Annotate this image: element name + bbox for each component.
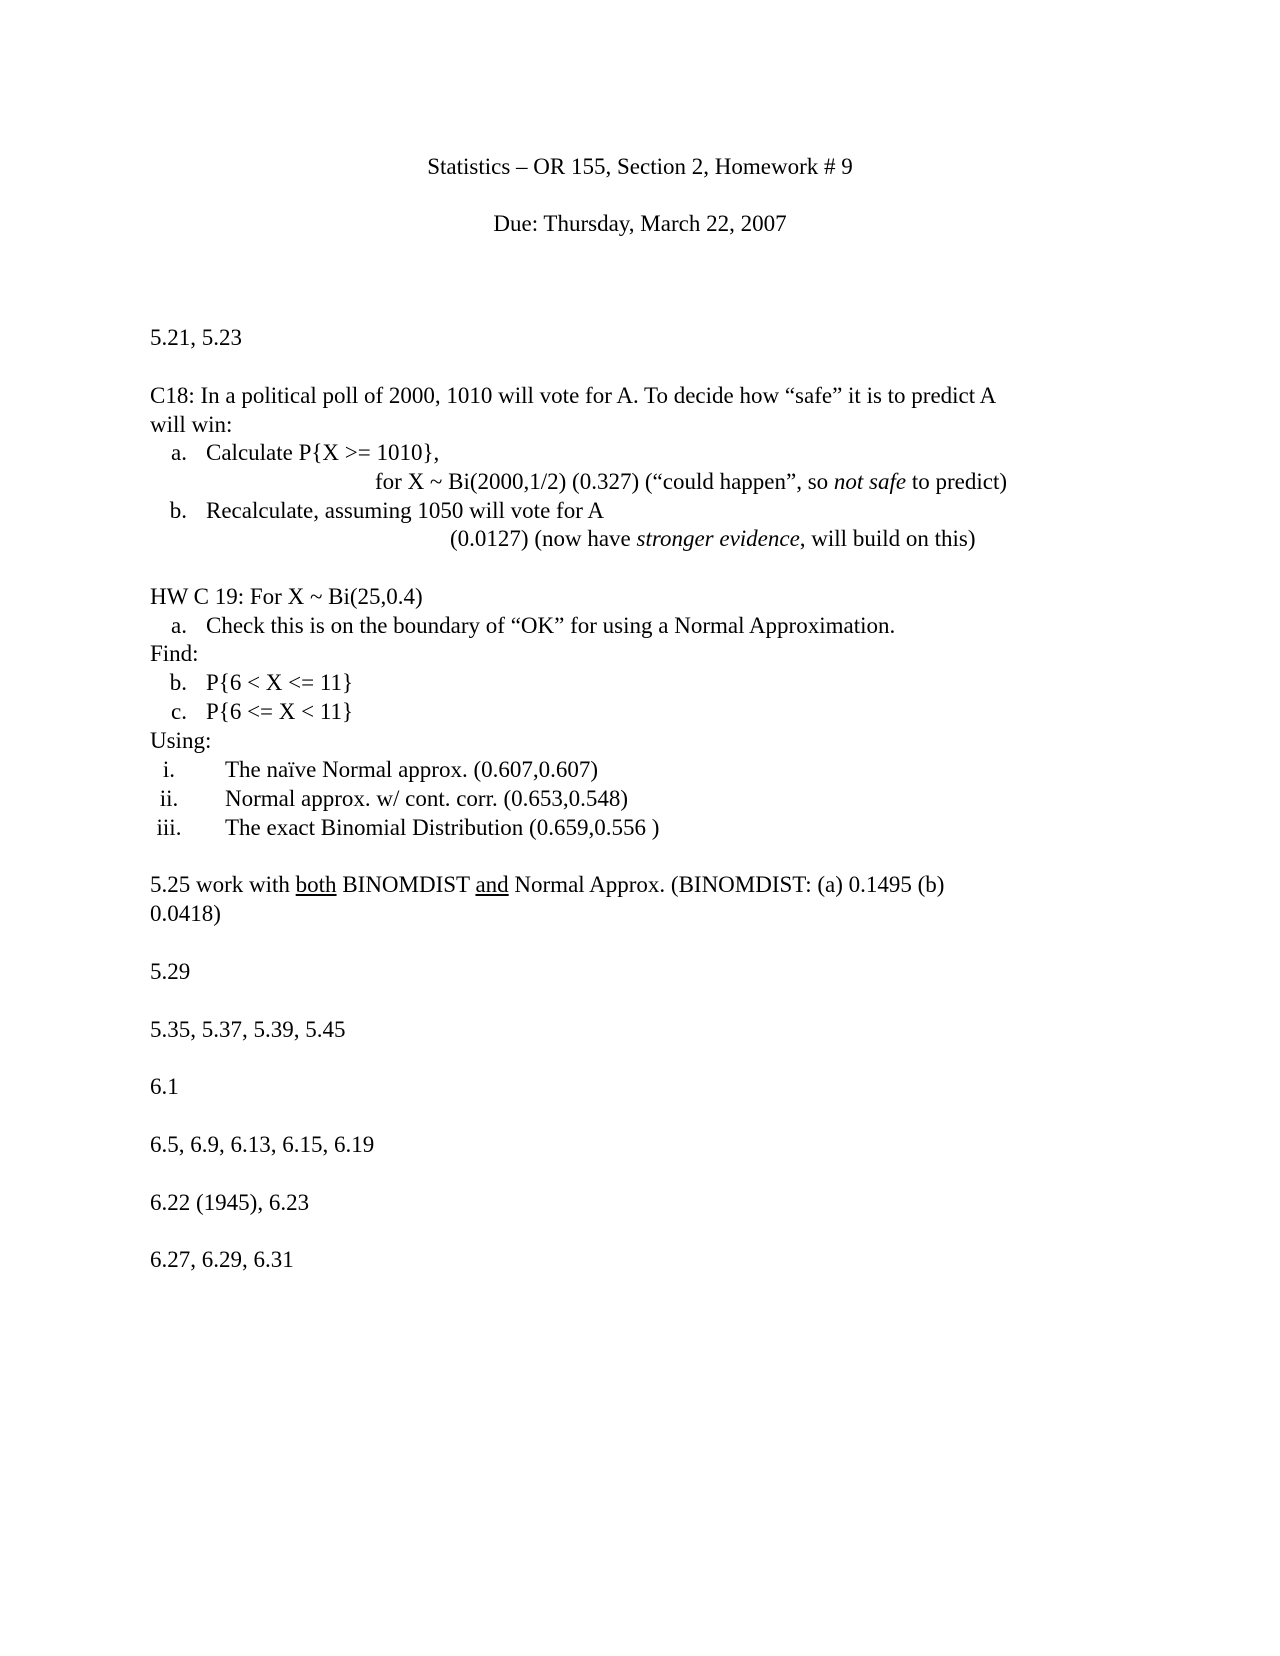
c18-item-b bbox=[150, 496, 604, 525]
c18-b-detail-post: , will build on this) bbox=[799, 526, 976, 551]
c19-method-iii-text: The exact Binomial Distribution (0.659,0.556 ) bbox=[225, 815, 660, 840]
c19-heading: HW C 19: For X ~ Bi(25,0.4) bbox=[150, 584, 423, 609]
c19-item-a-marker: a. bbox=[171, 613, 187, 638]
c18-a-detail-post: to predict) bbox=[906, 469, 1008, 494]
c18-a-detail-emphasis: not safe bbox=[833, 469, 907, 494]
c19-method-i-text: The naïve Normal approx. (0.607,0.607) bbox=[225, 757, 599, 782]
problem-list-5-21: 5.21, 5.23 bbox=[150, 325, 242, 350]
c19-method-ii-text: Normal approx. w/ cont. corr. (0.653,0.548) bbox=[225, 786, 629, 811]
c19-item-a-text: Check this is on the boundary of “OK” for using a Normal Approximation. bbox=[206, 613, 896, 638]
problem-6-1: 6.1 bbox=[150, 1074, 179, 1099]
p525-underline-both: both bbox=[295, 872, 337, 897]
c19-item-c-text: P{6 <= X < 11} bbox=[206, 699, 354, 724]
c18-item-a-detail bbox=[375, 467, 1007, 496]
problem-list-6-5: 6.5, 6.9, 6.13, 6.15, 6.19 bbox=[150, 1132, 375, 1157]
c18-item-b-detail bbox=[450, 524, 976, 553]
c19-item-c-marker: c. bbox=[171, 699, 187, 724]
problem-5-25 bbox=[150, 870, 944, 899]
problem-5-29: 5.29 bbox=[150, 959, 191, 984]
c18-item-b-marker: b. bbox=[169, 498, 187, 523]
c18-intro-continued: will win: bbox=[150, 412, 233, 437]
p525-pre: 5.25 work with bbox=[150, 872, 296, 897]
c19-method-i-marker: i. bbox=[162, 757, 176, 782]
c19-method-ii bbox=[150, 784, 628, 813]
p525-mid: BINOMDIST bbox=[336, 872, 476, 897]
c18-b-detail-emphasis: stronger evidence bbox=[636, 526, 800, 551]
c18-intro: C18: In a political poll of 2000, 1010 will vote for A. To decide how “safe” it is to predict A bbox=[150, 383, 997, 408]
c19-method-iii-marker: iii. bbox=[156, 815, 182, 840]
c19-item-b-text: P{6 < X <= 11} bbox=[206, 670, 354, 695]
c18-a-detail-pre: for X ~ Bi(2000,1/2) (0.327) (“could happen”, so bbox=[375, 469, 834, 494]
problem-list-5-35: 5.35, 5.37, 5.39, 5.45 bbox=[150, 1017, 346, 1042]
p525-underline-and: and bbox=[475, 872, 509, 897]
c19-find-label: Find: bbox=[150, 641, 199, 666]
p525-post: Normal Approx. (BINOMDIST: (a) 0.1495 (b) bbox=[508, 872, 945, 897]
c18-item-a-text: Calculate P{X >= 1010}, bbox=[206, 440, 440, 465]
c19-using-label: Using: bbox=[150, 728, 212, 753]
problem-list-6-27: 6.27, 6.29, 6.31 bbox=[150, 1247, 294, 1272]
c19-item-b bbox=[150, 668, 353, 697]
problem-list-6-22: 6.22 (1945), 6.23 bbox=[150, 1190, 310, 1215]
c18-item-a-marker: a. bbox=[171, 440, 187, 465]
due-date: Due: Thursday, March 22, 2007 bbox=[493, 211, 787, 236]
page-title: Statistics – OR 155, Section 2, Homework # 9 bbox=[427, 154, 853, 179]
c18-item-b-text: Recalculate, assuming 1050 will vote for A bbox=[206, 498, 604, 523]
c19-item-a bbox=[150, 611, 895, 640]
c19-item-c bbox=[150, 697, 353, 726]
c19-method-i bbox=[150, 755, 598, 784]
c18-item-a bbox=[150, 438, 439, 467]
c19-method-ii-marker: ii. bbox=[159, 786, 179, 811]
c19-method-iii bbox=[150, 813, 659, 842]
c19-item-b-marker: b. bbox=[169, 670, 187, 695]
c18-b-detail-pre: (0.0127) (now have bbox=[450, 526, 637, 551]
problem-5-25-continued: 0.0418) bbox=[150, 901, 221, 926]
